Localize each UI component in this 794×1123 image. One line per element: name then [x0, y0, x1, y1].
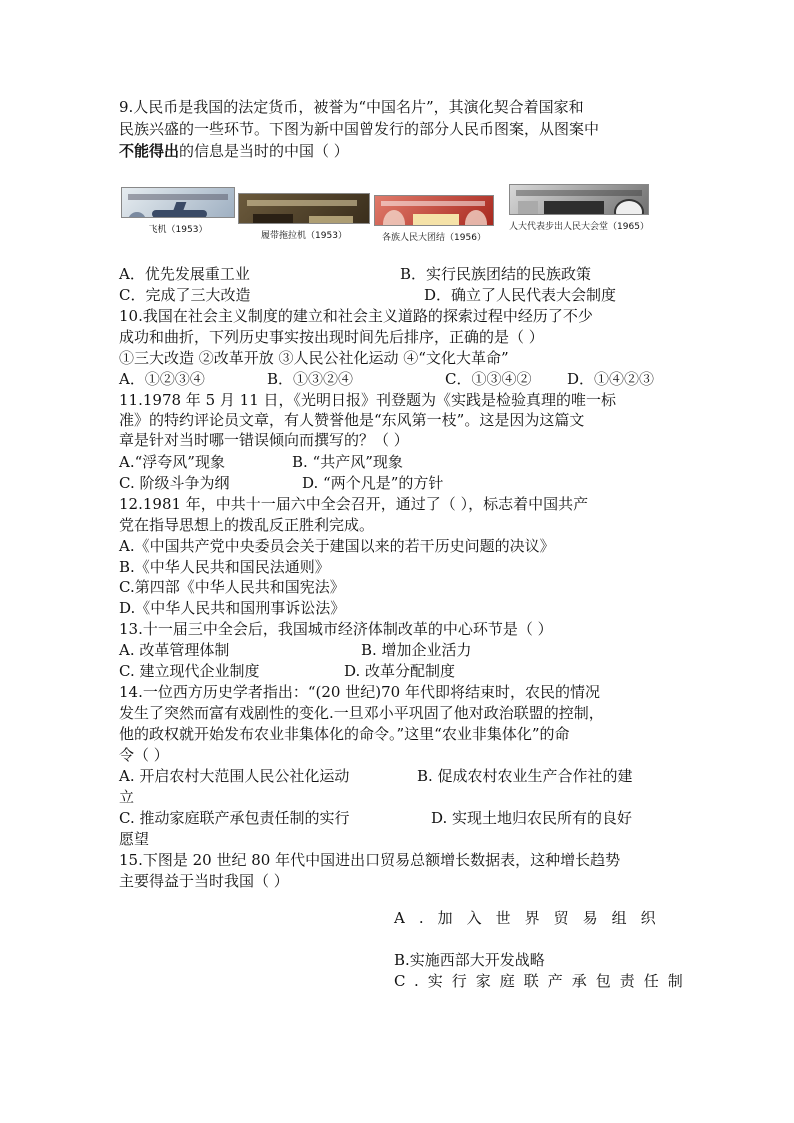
banknote-caption: 各族人民大团结（1956）	[382, 233, 486, 243]
q13-text-line1: 13.十一届三中全会后，我国城市经济体制改革的中心环节是（ ）	[119, 620, 553, 638]
q12-option-d: D.《中华人民共和国刑事诉讼法》	[119, 599, 346, 617]
q13-option-c: C. 建立现代企业制度	[119, 662, 260, 680]
banknote-tractor	[238, 193, 370, 241]
q11-option-b: B. “共产风”现象	[292, 453, 403, 471]
banknote-unity	[374, 195, 494, 243]
q10-option-b: B．①③②④	[267, 370, 354, 388]
q11-text-line1: 11.1978 年 5 月 11 日，《光明日报》刊登题为《实践是检验真理的唯一标	[119, 391, 617, 409]
q12-option-c: C.第四部《中华人民共和国宪法》	[119, 578, 345, 596]
q11-option-a: A.“浮夸风”现象	[119, 453, 225, 471]
q9-emphasis: 不能得出	[119, 142, 180, 160]
q13-option-b: B. 增加企业活力	[361, 641, 472, 659]
q13-option-a: A. 改革管理体制	[119, 641, 230, 659]
q14-text-line2: 发生了突然而富有戏剧性的变化.一旦邓小平巩固了他对政治联盟的控制，	[119, 704, 604, 722]
q9-option-c: C．完成了三大改造	[119, 286, 251, 304]
banknote-airplane	[121, 187, 235, 235]
q12-text-line2: 党在指导思想上的拨乱反正胜利完成。	[119, 516, 375, 534]
q12-text-line1: 12.1981 年，中共十一届六中全会召开，通过了（ ），标志着中国共产	[119, 495, 589, 513]
q10-text-line2: 成功和曲折，下列历史事实按出现时间先后排序，正确的是（ ）	[119, 328, 544, 346]
q14-option-d-cont: 愿望	[119, 830, 150, 848]
q9-option-b: B．实行民族团结的民族政策	[400, 265, 592, 283]
q15-option-a: A.加入世界贸易组织	[394, 909, 670, 927]
q11-option-d: D. “两个凡是”的方针	[302, 474, 444, 492]
q9-text-line1: 9.人民币是我国的法定货币，被誉为“中国名片”，其演化契合着国家和	[119, 98, 584, 116]
q11-text-line3: 章是针对当时哪一错误倾向而撰写的？（ ）	[119, 431, 409, 449]
banknote-caption: 飞机（1953）	[148, 225, 208, 235]
q10-option-a: A．①②③④	[119, 370, 205, 388]
q9-text-line2: 民族兴盛的一些环节。下图为新中国曾发行的部分人民币图案，从图案中	[119, 120, 600, 138]
banknote-tractor-image	[238, 193, 370, 224]
q9-option-d: D．确立了人民代表大会制度	[424, 286, 617, 304]
q11-text-line2: 准》的特约评论员文章，有人赞誉他是“东风第一枝”。这是因为这篇文	[119, 411, 585, 429]
q14-text-line3: 他的政权就开始发布农业非集体化的命令。”这里“农业非集体化”的命	[119, 725, 570, 743]
q14-text-line4: 令（ ）	[119, 746, 169, 764]
q11-option-c: C. 阶级斗争为纲	[119, 474, 230, 492]
q15-option-c: C.实行家庭联产承包责任制	[394, 972, 692, 990]
q14-option-c: C. 推动家庭联产承包责任制的实行	[119, 809, 350, 827]
q12-option-b: B.《中华人民共和国民法通则》	[119, 558, 330, 576]
q15-text-line1: 15.下图是 20 世纪 80 年代中国进出口贸易总额增长数据表，这种增长趋势	[119, 851, 621, 869]
banknote-caption: 人大代表步出人民大会堂（1965）	[509, 222, 649, 232]
q14-option-a: A. 开启农村大范围人民公社化运动	[119, 767, 350, 785]
q10-option-d: D．①④②③	[567, 370, 655, 388]
q14-option-b-cont: 立	[119, 788, 135, 806]
q14-text-line1: 14.一位西方历史学者指出：“(20 世纪)70 年代即将结束时，农民的情况	[119, 683, 600, 701]
q14-option-d: D. 实现土地归农民所有的良好	[431, 809, 633, 827]
banknote-caption: 履带拖拉机（1953）	[261, 231, 347, 241]
banknote-airplane-image	[121, 187, 235, 218]
q10-text-line1: 10.我国在社会主义制度的建立和社会主义道路的探索过程中经历了不少	[119, 307, 593, 325]
banknote-unity-image	[374, 195, 494, 226]
q12-option-a: A.《中国共产党中央委员会关于建国以来的若干历史问题的决议》	[119, 537, 555, 555]
q15-option-b: B.实施西部大开发战略	[394, 951, 545, 969]
q9-option-a: A．优先发展重工业	[119, 265, 250, 283]
q14-option-b: B. 促成农村农业生产合作社的建	[417, 767, 633, 785]
banknote-congress-image	[509, 184, 649, 215]
banknote-congress	[509, 184, 649, 232]
q15-text-line2: 主要得益于当时我国（ ）	[119, 872, 289, 890]
q13-option-d: D. 改革分配制度	[344, 662, 456, 680]
q10-option-c: C．①③④②	[445, 370, 532, 388]
q9-text-line3	[119, 141, 349, 161]
q10-text-line3: ①三大改造 ②改革开放 ③人民公社化运动 ④“文化大革命”	[119, 349, 509, 367]
q9-text-line3-rest: 的信息是当时的中国（ ）	[179, 142, 349, 160]
